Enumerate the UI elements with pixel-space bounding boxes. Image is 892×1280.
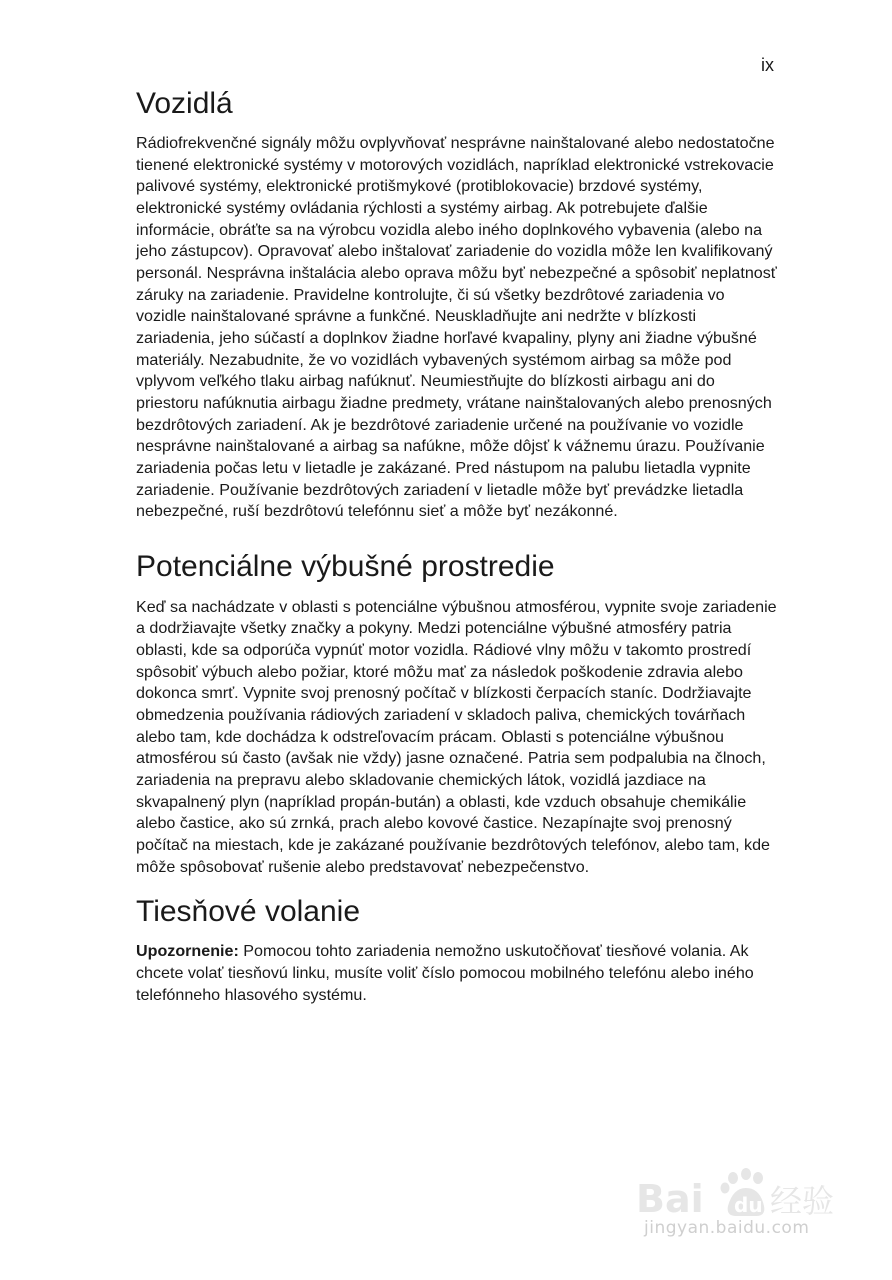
note-label: Upozornenie:	[136, 942, 239, 961]
svg-text:Bai: Bai	[636, 1177, 704, 1221]
baidu-logo	[636, 1166, 846, 1222]
section-title: Tiesňové volanie	[136, 895, 361, 929]
section-body	[136, 941, 778, 1006]
document-content	[136, 84, 778, 1006]
section-body: Rádiofrekvenčné signály môžu ovplyvňovať nesprávne nainštalované alebo nedostatočne tienené elektronické systémy v motorových vozidlách, napríklad elektronické vstrekovacie palivové systémy, elektronické protišmykové (protiblokovacie) brzdové systémy, elektronické systémy ovládania rýchlosti a systémy airbag. Ak potrebujete ďalšie informácie, obráťte sa na výrobcu vozidla alebo iného doplnkového vybavenia (alebo na jeho zástupcov). Opravovať alebo inštalovať zariadenie do vozidla môže len kvalifikovaný personál. Nesprávna inštalácia alebo oprava môžu byť nebezpečné a spôsobiť neplatnosť záruky na zariadenie. Pravidelne kontrolujte, či sú všetky bezdrôtové zariadenia vo vozidle nainštalované správne a funkčné. Neuskladňujte ani nedržte v blízkosti zariadenia, jeho súčastí a doplnkov žiadne horľavé kvapaliny, plyny ani žiadne výbušné materiály. Nezabudnite, že vo vozidlách vybavených systémom airbag sa môže pod vplyvom veľkého tlaku airbag nafúknuť. Neumiestňujte do blízkosti airbagu ani do priestoru nafúknutia airbagu žiadne predmety, vrátane nainštalovaných alebo prenosných bezdrôtových zariadení. Ak je bezdrôtové zariadenie určené na používanie vo vozidle nesprávne nainštalované a airbag sa nafúkne, môže dôjsť k vážnemu úrazu. Používanie zariadenia počas letu v lietadle je zakázané. Pred nástupom na palubu lietadla vypnite zariadenie. Používanie bezdrôtových zariadení v lietadle môže byť prevádzke lietadla nebezpečné, ruší bezdrôtovú telefónnu sieť a môže byť nezákonné.	[136, 134, 777, 521]
section-body: Keď sa nachádzate v oblasti s potenciálne výbušnou atmosférou, vypnite svoje zariadenie a dodržiavajte všetky značky a pokyny. Medzi potenciálne výbušné atmosféry patria oblasti, kde sa odporúča vypnúť motor vozidla. Rádiové vlny môžu v takomto prostredí spôsobiť výbuch alebo požiar, ktoré môžu mať za následok poškodenie zdravia alebo dokonca smrť. Vypnite svoj prenosný počítač v blízkosti čerpacích staníc. Dodržiavajte obmedzenia používania rádiových zariadení v skladoch paliva, chemických továrňach alebo tam, kde dochádza k odstreľovacím prácam. Oblasti s potenciálne výbušnou atmosférou sú často (avšak nie vždy) jasne označené. Patria sem podpalubia na člnoch, zariadenia na prepravu alebo skladovanie chemických látok, vozidlá jazdiace na skvapalnený plyn (napríklad propán-bután) a oblasti, kde vzduch obsahuje chemikálie alebo častice, ako sú zrnká, prach alebo kovové častice. Nezapínajte svoj prenosný počítač na miestach, kde je zakázané používanie bezdrôtových telefónov, alebo tam, kde môže spôsobovať rušenie alebo predstavovať nebezpečenstvo.	[136, 597, 777, 876]
section-emergency-call	[136, 892, 778, 1006]
section-vehicles	[136, 84, 778, 523]
section-title: Potenciálne výbušné prostredie	[136, 549, 555, 583]
watermark-url: jingyan.baidu.com	[644, 1218, 810, 1238]
svg-text:经验: 经验	[770, 1182, 835, 1220]
note-text: Pomocou tohto zariadenia nemožno uskutočňovať tiesňové volania. Ak chcete volať tiesňovú linku, musíte voliť číslo pomocou mobilného telefónu alebo iného telefónneho hlasového systému.	[136, 942, 754, 1004]
svg-text:du: du	[734, 1193, 763, 1217]
section-explosive-environment	[136, 547, 778, 879]
baidu-jingyan-watermark	[636, 1148, 846, 1248]
section-title: Vozidlá	[136, 87, 233, 120]
page-number: ix	[761, 55, 774, 75]
